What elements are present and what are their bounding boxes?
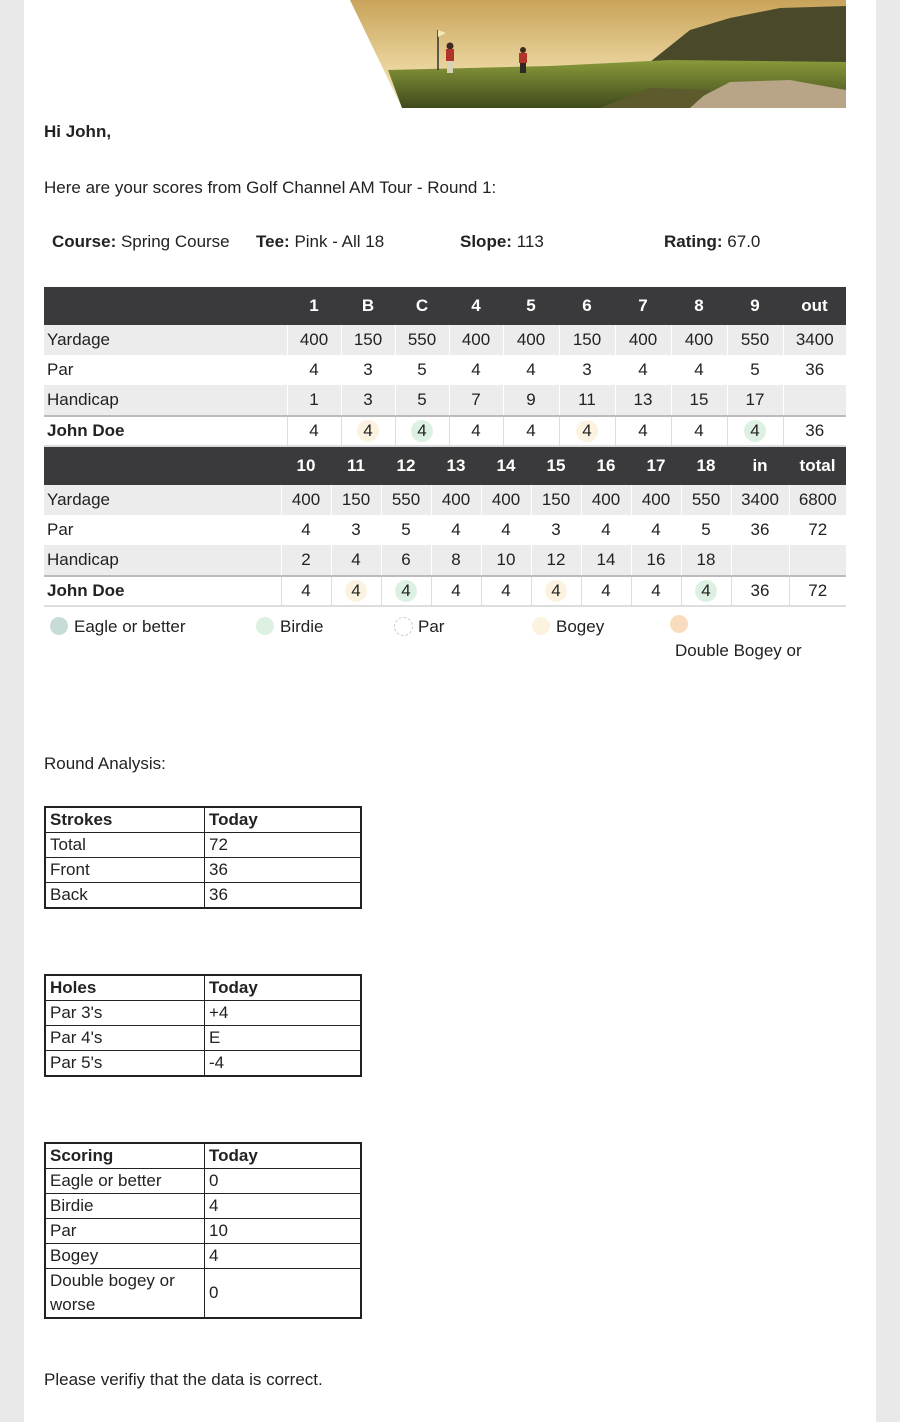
table-row	[45, 1194, 361, 1219]
tee-value: Pink - All 18	[294, 232, 385, 251]
row-value: 4	[205, 1194, 362, 1219]
hole-number: B	[341, 287, 395, 325]
player-name: John Doe	[44, 576, 281, 606]
score-cell	[671, 416, 727, 446]
front-player-score-row	[44, 416, 846, 446]
back-player-score-row	[44, 576, 846, 606]
handicap-total-cell	[789, 545, 846, 576]
hole-number: 18	[681, 447, 731, 485]
bogey-score-marker: 4	[576, 420, 598, 442]
par-cell: 3	[331, 515, 381, 545]
hole-total-label: out	[783, 287, 846, 325]
back-hole-header-row	[44, 447, 846, 485]
par-cell: 4	[503, 355, 559, 385]
row-value: -4	[205, 1051, 362, 1077]
score-cell	[381, 576, 431, 606]
score-cell	[503, 416, 559, 446]
tee-label: Tee:	[256, 232, 290, 251]
course-label: Course:	[52, 232, 117, 251]
par-cell: 3	[531, 515, 581, 545]
course-value: Spring Course	[120, 232, 230, 251]
hole-number: 14	[481, 447, 531, 485]
tee-info	[256, 230, 384, 254]
table-row	[45, 883, 361, 909]
yardage-total-cell: 3400	[783, 325, 846, 355]
par-cell: 5	[381, 515, 431, 545]
row-label: Par	[45, 1219, 205, 1244]
score-cell	[531, 576, 581, 606]
score-cell	[727, 416, 783, 446]
yardage-cell: 550	[381, 485, 431, 515]
score-total-cell: 36	[783, 416, 846, 446]
score-cell	[331, 576, 381, 606]
score-total-cell: 36	[731, 576, 789, 606]
handicap-cell: 7	[449, 385, 503, 416]
handicap-cell: 14	[581, 545, 631, 576]
front-header-blank	[44, 287, 287, 325]
par-score-marker: 4	[301, 581, 311, 600]
front-handicap-row	[44, 385, 846, 416]
yardage-total-cell: 6800	[789, 485, 846, 515]
legend-label-birdie: Birdie	[280, 617, 324, 636]
slope-label: Slope:	[460, 232, 512, 251]
par-score-marker: 4	[501, 581, 511, 600]
handicap-cell: 16	[631, 545, 681, 576]
par-cell: 4	[287, 355, 341, 385]
hole-number: 10	[281, 447, 331, 485]
hole-number: 1	[287, 287, 341, 325]
yardage-cell: 400	[287, 325, 341, 355]
score-total-cell: 72	[789, 576, 846, 606]
par-score-marker: 4	[451, 581, 461, 600]
handicap-cell: 2	[281, 545, 331, 576]
hole-total-label: in	[731, 447, 789, 485]
handicap-cell: 5	[395, 385, 449, 416]
handicap-cell: 9	[503, 385, 559, 416]
front-nine-scorecard	[44, 287, 846, 447]
holes-table	[44, 974, 362, 1077]
yardage-cell: 150	[559, 325, 615, 355]
table-row	[45, 1244, 361, 1269]
handicap-cell: 18	[681, 545, 731, 576]
handicap-row-label: Handicap	[44, 385, 287, 416]
table-row	[45, 833, 361, 858]
birdie-score-marker: 4	[695, 580, 717, 602]
back-header-blank	[44, 447, 281, 485]
bogey-score-marker: 4	[545, 580, 567, 602]
score-cell	[341, 416, 395, 446]
legend-swatch-eagle	[50, 617, 68, 635]
row-label: Eagle or better	[45, 1169, 205, 1194]
row-label: Back	[45, 883, 205, 909]
hole-number: 11	[331, 447, 381, 485]
column-header: Strokes	[45, 807, 205, 833]
slope-value: 113	[516, 232, 544, 251]
row-value: 72	[205, 833, 362, 858]
front-yardage-row	[44, 325, 846, 355]
par-score-marker: 4	[651, 581, 661, 600]
score-cell	[481, 576, 531, 606]
yardage-cell: 150	[341, 325, 395, 355]
score-cell	[281, 576, 331, 606]
par-cell: 4	[481, 515, 531, 545]
par-total-cell: 36	[731, 515, 789, 545]
column-header: Scoring	[45, 1143, 205, 1169]
par-score-marker: 4	[694, 421, 704, 440]
rating-info	[664, 230, 760, 254]
yardage-cell: 400	[503, 325, 559, 355]
strokes-table	[44, 806, 362, 909]
email-body	[24, 0, 876, 1422]
yardage-row-label: Yardage	[44, 485, 281, 515]
handicap-row-label: Handicap	[44, 545, 281, 576]
player-name: John Doe	[44, 416, 287, 446]
yardage-cell: 400	[481, 485, 531, 515]
handicap-cell: 11	[559, 385, 615, 416]
hole-number: 4	[449, 287, 503, 325]
hole-number: 8	[671, 287, 727, 325]
score-cell	[631, 576, 681, 606]
table-row	[45, 1219, 361, 1244]
table-row	[45, 1026, 361, 1051]
par-cell: 5	[681, 515, 731, 545]
back-par-row	[44, 515, 846, 545]
hole-number: C	[395, 287, 449, 325]
par-cell: 4	[671, 355, 727, 385]
rating-value: 67.0	[727, 232, 761, 251]
legend-label-bogey: Bogey	[556, 617, 605, 636]
par-score-marker: 4	[601, 581, 611, 600]
par-cell: 3	[341, 355, 395, 385]
column-header: Today	[205, 975, 362, 1001]
par-cell: 4	[281, 515, 331, 545]
yardage-row-label: Yardage	[44, 325, 287, 355]
slope-info	[460, 230, 544, 254]
legend-swatch-par	[394, 617, 413, 636]
birdie-score-marker: 4	[744, 420, 766, 442]
handicap-cell: 3	[341, 385, 395, 416]
handicap-cell: 10	[481, 545, 531, 576]
score-cell	[287, 416, 341, 446]
hole-number: 6	[559, 287, 615, 325]
row-label: Bogey	[45, 1244, 205, 1269]
handicap-total-cell	[783, 385, 846, 416]
bogey-score-marker: 4	[357, 420, 379, 442]
legend-label-double-bogey: Double Bogey or	[675, 641, 802, 660]
course-info	[52, 230, 232, 254]
par-total-cell: 72	[789, 515, 846, 545]
yardage-cell: 400	[449, 325, 503, 355]
legend-swatch-bogey	[532, 617, 550, 635]
bogey-score-marker: 4	[345, 580, 367, 602]
greeting: Hi John,	[44, 122, 112, 141]
table-row	[45, 1169, 361, 1194]
row-value: +4	[205, 1001, 362, 1026]
par-total-cell: 36	[783, 355, 846, 385]
legend-label-eagle: Eagle or better	[74, 617, 186, 636]
yardage-cell: 400	[281, 485, 331, 515]
hole-number: 5	[503, 287, 559, 325]
row-value: E	[205, 1026, 362, 1051]
table-row	[45, 858, 361, 883]
verify-message: Please verifiy that the data is correct.	[44, 1370, 323, 1389]
column-header: Today	[205, 1143, 362, 1169]
handicap-cell: 8	[431, 545, 481, 576]
yardage-cell: 550	[727, 325, 783, 355]
score-cell	[681, 576, 731, 606]
row-label: Double bogey or worse	[45, 1269, 205, 1319]
golf-course-banner-image	[350, 0, 846, 108]
row-value: 10	[205, 1219, 362, 1244]
intro-text: Here are your scores from Golf Channel AM Tour - Round 1:	[44, 178, 497, 197]
birdie-score-marker: 4	[411, 420, 433, 442]
column-header: Today	[205, 807, 362, 833]
handicap-cell: 17	[727, 385, 783, 416]
back-handicap-row	[44, 545, 846, 576]
score-cell	[395, 416, 449, 446]
column-header: Holes	[45, 975, 205, 1001]
par-cell: 4	[431, 515, 481, 545]
par-score-marker: 4	[471, 421, 481, 440]
legend-label-par: Par	[418, 617, 445, 636]
hole-number: 15	[531, 447, 581, 485]
score-cell	[449, 416, 503, 446]
yardage-cell: 550	[681, 485, 731, 515]
handicap-cell: 15	[671, 385, 727, 416]
round-analysis-title: Round Analysis:	[44, 754, 166, 773]
hole-number: 12	[381, 447, 431, 485]
table-header-row	[45, 1143, 361, 1169]
handicap-cell: 6	[381, 545, 431, 576]
row-value: 4	[205, 1244, 362, 1269]
row-value: 36	[205, 858, 362, 883]
par-cell: 3	[559, 355, 615, 385]
scoring-table	[44, 1142, 362, 1319]
par-cell: 4	[449, 355, 503, 385]
front-par-row	[44, 355, 846, 385]
par-cell: 4	[631, 515, 681, 545]
yardage-total-cell: 3400	[731, 485, 789, 515]
score-cell	[559, 416, 615, 446]
legend-swatch-birdie	[256, 617, 274, 635]
hole-number: 16	[581, 447, 631, 485]
par-cell: 4	[615, 355, 671, 385]
par-score-marker: 4	[638, 421, 648, 440]
table-header-row	[45, 975, 361, 1001]
row-label: Birdie	[45, 1194, 205, 1219]
yardage-cell: 400	[581, 485, 631, 515]
back-nine-scorecard	[44, 447, 846, 607]
yardage-cell: 400	[615, 325, 671, 355]
front-hole-header-row	[44, 287, 846, 325]
handicap-cell: 12	[531, 545, 581, 576]
table-row	[45, 1051, 361, 1077]
yardage-cell: 150	[331, 485, 381, 515]
row-label: Par 4's	[45, 1026, 205, 1051]
yardage-cell: 400	[431, 485, 481, 515]
score-cell	[431, 576, 481, 606]
handicap-cell: 1	[287, 385, 341, 416]
yardage-cell: 550	[395, 325, 449, 355]
handicap-cell: 4	[331, 545, 381, 576]
row-value: 36	[205, 883, 362, 909]
row-value: 0	[205, 1169, 362, 1194]
score-cell	[615, 416, 671, 446]
handicap-total-cell	[731, 545, 789, 576]
rating-label: Rating:	[664, 232, 723, 251]
yardage-cell: 400	[671, 325, 727, 355]
hole-number: 9	[727, 287, 783, 325]
yardage-cell: 150	[531, 485, 581, 515]
par-row-label: Par	[47, 360, 74, 379]
hole-number: 13	[431, 447, 481, 485]
table-row	[45, 1269, 361, 1319]
yardage-cell: 400	[631, 485, 681, 515]
table-header-row	[45, 807, 361, 833]
row-label: Par 5's	[45, 1051, 205, 1077]
row-value: 0	[205, 1269, 362, 1319]
handicap-cell: 13	[615, 385, 671, 416]
hole-number: 7	[615, 287, 671, 325]
par-cell: 4	[581, 515, 631, 545]
hole-total-label: total	[789, 447, 846, 485]
par-row-label: Par	[47, 520, 74, 539]
row-label: Par 3's	[45, 1001, 205, 1026]
legend-swatch-double-bogey	[670, 615, 688, 633]
row-label: Total	[45, 833, 205, 858]
birdie-score-marker: 4	[395, 580, 417, 602]
score-cell	[581, 576, 631, 606]
par-cell: 5	[395, 355, 449, 385]
hole-number: 17	[631, 447, 681, 485]
row-label: Front	[45, 858, 205, 883]
table-row	[45, 1001, 361, 1026]
back-yardage-row	[44, 485, 846, 515]
par-score-marker: 4	[309, 421, 319, 440]
par-score-marker: 4	[526, 421, 536, 440]
par-cell: 5	[727, 355, 783, 385]
